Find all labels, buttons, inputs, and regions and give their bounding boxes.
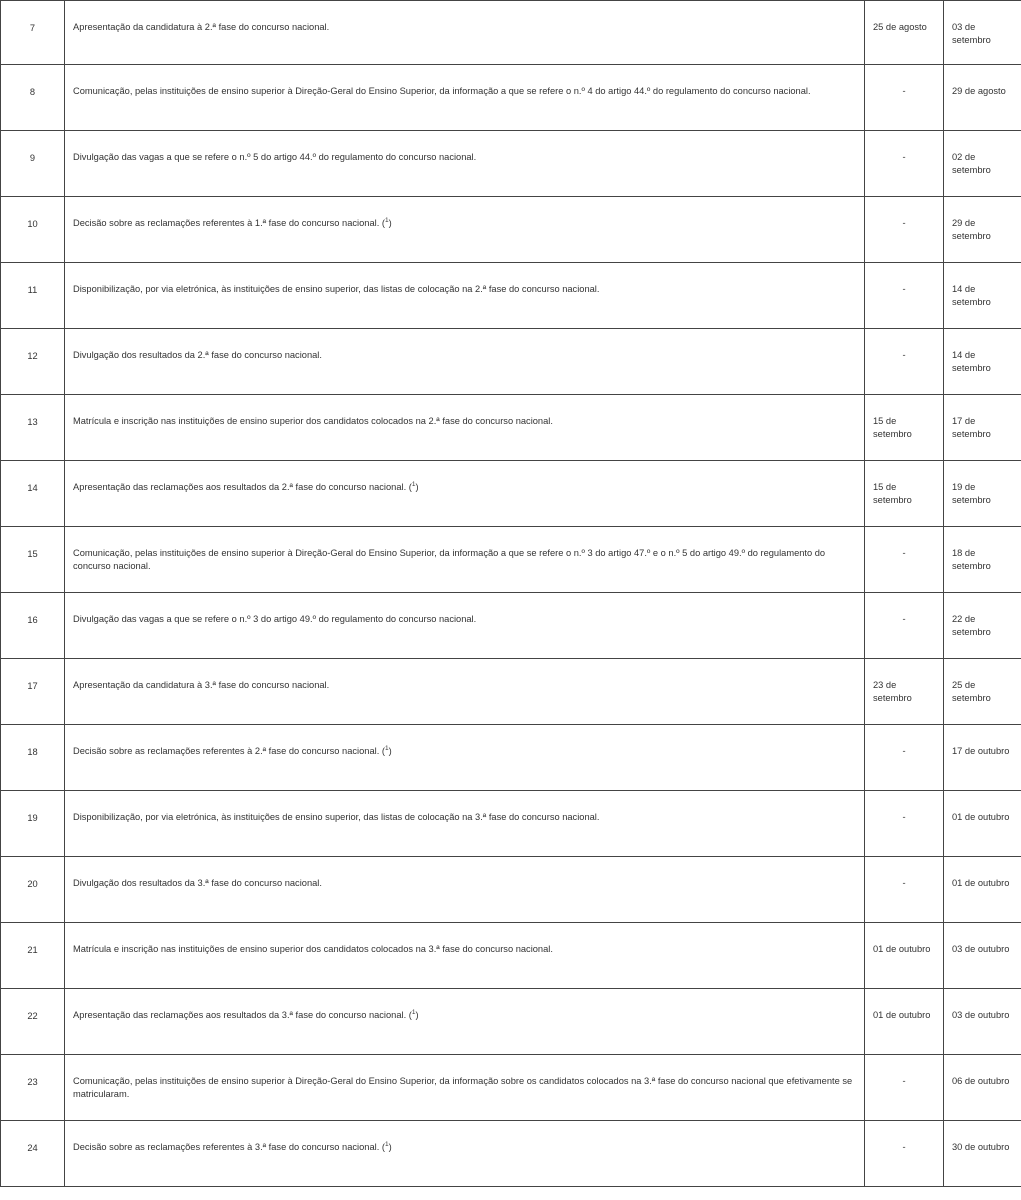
row-description [65, 395, 865, 461]
footnote-number: 1 [384, 1141, 389, 1148]
row-number: 12 [1, 329, 65, 395]
start-date: - [865, 65, 944, 131]
row-number: 16 [1, 593, 65, 659]
end-date: 03 de setembro [944, 1, 1021, 65]
footnote-number: 1 [411, 481, 416, 488]
description-text: Comunicação, pelas instituições de ensino superior à Direção-Geral do Ensino Superior, da informação a que se refere o n.º 4 do artigo 44.º do regulamento do concurso nacional. [73, 86, 811, 96]
end-date: 18 de setembro [944, 527, 1021, 593]
row-number: 23 [1, 1055, 65, 1121]
row-description [65, 791, 865, 857]
description-text: Comunicação, pelas instituições de ensino superior à Direção-Geral do Ensino Superior, da informação a que se refere o n.º 3 do artigo 47.º e o n.º 5 do artigo 49.º do regulamento do concurso nacional. [73, 548, 826, 571]
table-row [1, 1, 1021, 65]
start-date: - [865, 1055, 944, 1121]
table-row [1, 923, 1021, 989]
footnote-number: 1 [384, 745, 389, 752]
end-date: 29 de setembro [944, 197, 1021, 263]
footnote-ref: $^1$) [411, 481, 419, 492]
start-date: - [865, 725, 944, 791]
row-number: 15 [1, 527, 65, 593]
table-row [1, 329, 1021, 395]
description-text: Apresentação da candidatura à 3.ª fase do concurso nacional. [73, 680, 330, 690]
end-date: 03 de outubro [944, 923, 1021, 989]
start-date: 23 de setembro [865, 659, 944, 725]
start-date: 15 de setembro [865, 461, 944, 527]
description-text: Decisão sobre as reclamações referentes à 3.ª fase do concurso nacional. ( [73, 1142, 385, 1152]
start-date: 15 de setembro [865, 395, 944, 461]
row-number: 7 [1, 1, 65, 65]
footnote-ref: $^1$) [384, 745, 392, 756]
table-row [1, 527, 1021, 593]
start-date: - [865, 1121, 944, 1187]
start-date: - [865, 329, 944, 395]
description-text: Apresentação da candidatura à 2.ª fase do concurso nacional. [73, 22, 330, 32]
row-description [65, 857, 865, 923]
start-date: 01 de outubro [865, 923, 944, 989]
description-text: Decisão sobre as reclamações referentes à 1.ª fase do concurso nacional. ( [73, 218, 385, 228]
table-row [1, 989, 1021, 1055]
start-date: 01 de outubro [865, 989, 944, 1055]
description-text: Divulgação das vagas a que se refere o n.º 3 do artigo 49.º do regulamento do concurso nacional. [73, 614, 477, 624]
row-description [65, 329, 865, 395]
table-row [1, 857, 1021, 923]
row-number: 13 [1, 395, 65, 461]
description-text: Apresentação das reclamações aos resultados da 2.ª fase do concurso nacional. ( [73, 482, 412, 492]
row-description [65, 989, 865, 1055]
row-description [65, 659, 865, 725]
calendar-rows [1, 1, 1021, 1187]
end-date: 19 de setembro [944, 461, 1021, 527]
end-date: 14 de setembro [944, 263, 1021, 329]
footnote-ref: $^1$) [411, 1009, 419, 1020]
row-number: 9 [1, 131, 65, 197]
row-number: 17 [1, 659, 65, 725]
start-date: - [865, 593, 944, 659]
row-description [65, 593, 865, 659]
start-date: - [865, 197, 944, 263]
row-number: 14 [1, 461, 65, 527]
table-row [1, 197, 1021, 263]
description-text: Disponibilização, por via eletrónica, às instituições de ensino superior, das listas de colocação na 2.ª fase do concurso nacional. [73, 284, 600, 294]
end-date: 14 de setembro [944, 329, 1021, 395]
end-date: 03 de outubro [944, 989, 1021, 1055]
row-description [65, 197, 865, 263]
row-number: 8 [1, 65, 65, 131]
row-number: 24 [1, 1121, 65, 1187]
table-row [1, 461, 1021, 527]
end-date: 06 de outubro [944, 1055, 1021, 1121]
row-description [65, 725, 865, 791]
table-row [1, 65, 1021, 131]
table-row [1, 725, 1021, 791]
row-description [65, 1, 865, 65]
table-row [1, 791, 1021, 857]
row-description [65, 461, 865, 527]
row-description [65, 1121, 865, 1187]
row-description [65, 1055, 865, 1121]
table-row [1, 1121, 1021, 1187]
row-number: 22 [1, 989, 65, 1055]
description-text: Disponibilização, por via eletrónica, às instituições de ensino superior, das listas de colocação na 3.ª fase do concurso nacional. [73, 812, 600, 822]
end-date: 29 de agosto [944, 65, 1021, 131]
end-date: 02 de setembro [944, 131, 1021, 197]
footnote-ref: $^1$) [384, 217, 392, 228]
table-row [1, 1055, 1021, 1121]
end-date: 01 de outubro [944, 791, 1021, 857]
end-date: 17 de outubro [944, 725, 1021, 791]
row-number: 18 [1, 725, 65, 791]
footnote-number: 1 [411, 1009, 416, 1016]
description-text: Comunicação, pelas instituições de ensino superior à Direção-Geral do Ensino Superior, da informação sobre os candidatos colocados na 3.ª fase do concurso nacional que efetivamente se matricularam. [73, 1076, 853, 1099]
start-date: - [865, 527, 944, 593]
table-row [1, 659, 1021, 725]
start-date: - [865, 857, 944, 923]
row-description [65, 923, 865, 989]
end-date: 17 de setembro [944, 395, 1021, 461]
start-date: - [865, 263, 944, 329]
description-text: Decisão sobre as reclamações referentes à 2.ª fase do concurso nacional. ( [73, 746, 385, 756]
table-row [1, 593, 1021, 659]
description-text: Matrícula e inscrição nas instituições de ensino superior dos candidatos colocados na 2.ª fase do concurso nacional. [73, 416, 553, 426]
end-date: 30 de outubro [944, 1121, 1021, 1187]
row-description [65, 65, 865, 131]
end-date: 22 de setembro [944, 593, 1021, 659]
start-date: 25 de agosto [865, 1, 944, 65]
start-date: - [865, 131, 944, 197]
row-description [65, 131, 865, 197]
table-row [1, 263, 1021, 329]
description-text: Divulgação dos resultados da 2.ª fase do concurso nacional. [73, 350, 322, 360]
description-text: Divulgação das vagas a que se refere o n.º 5 do artigo 44.º do regulamento do concurso nacional. [73, 152, 477, 162]
end-date: 01 de outubro [944, 857, 1021, 923]
row-description [65, 527, 865, 593]
footnote-number: 1 [384, 217, 389, 224]
table-row [1, 131, 1021, 197]
description-text: Divulgação dos resultados da 3.ª fase do concurso nacional. [73, 878, 322, 888]
description-text: Matrícula e inscrição nas instituições de ensino superior dos candidatos colocados na 3.ª fase do concurso nacional. [73, 944, 553, 954]
table-row [1, 395, 1021, 461]
end-date: 25 de setembro [944, 659, 1021, 725]
row-description [65, 263, 865, 329]
start-date: - [865, 791, 944, 857]
row-number: 20 [1, 857, 65, 923]
row-number: 19 [1, 791, 65, 857]
row-number: 10 [1, 197, 65, 263]
row-number: 21 [1, 923, 65, 989]
description-text: Apresentação das reclamações aos resultados da 3.ª fase do concurso nacional. ( [73, 1010, 412, 1020]
footnote-ref: $^1$) [384, 1141, 392, 1152]
row-number: 11 [1, 263, 65, 329]
